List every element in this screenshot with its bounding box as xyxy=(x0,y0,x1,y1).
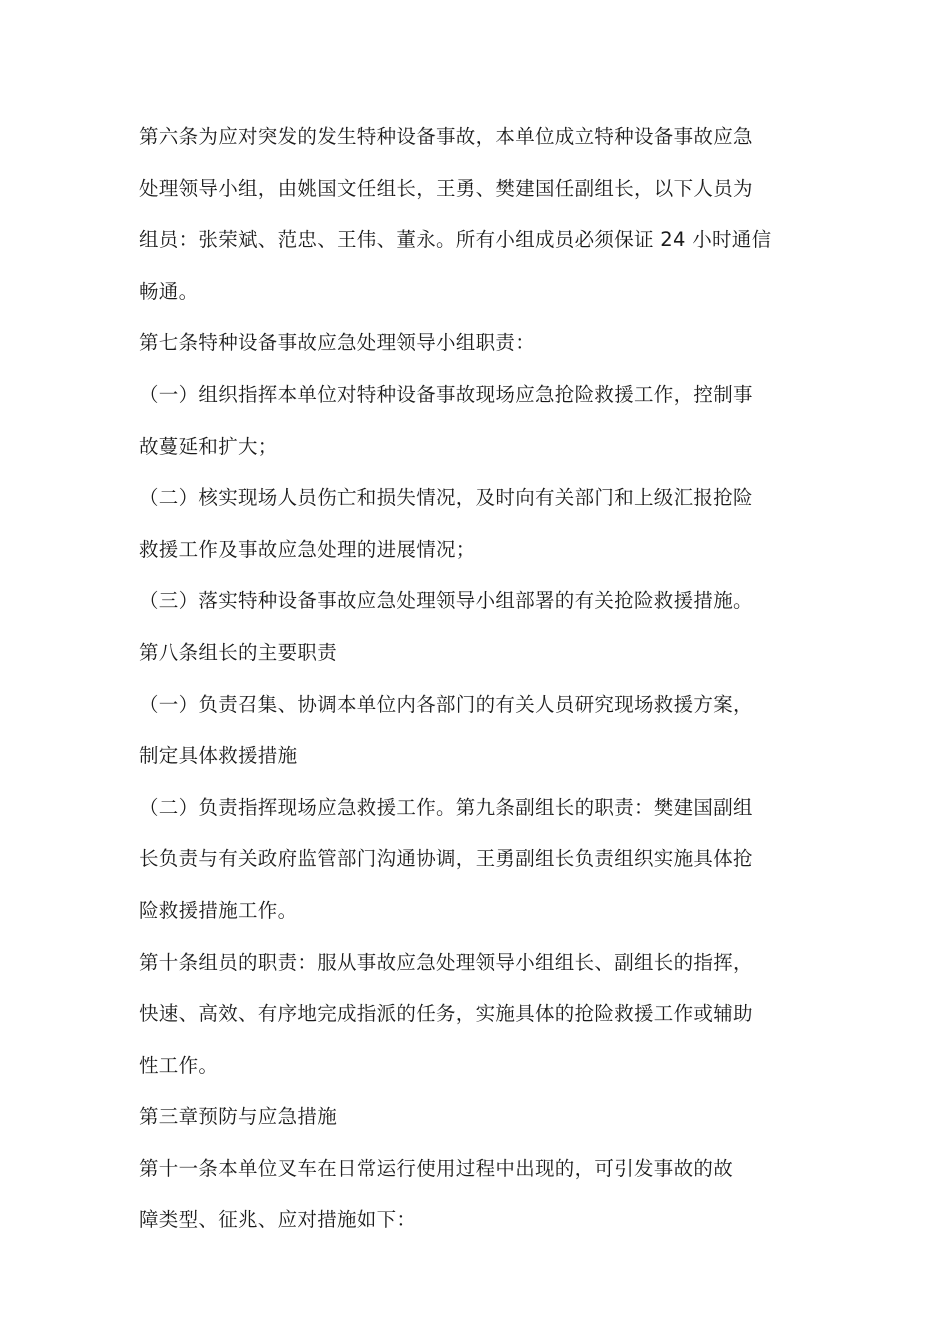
text-line: 障类型、征兆、应对措施如下： xyxy=(139,1208,417,1232)
text-line: 第七条特种设备事故应急处理领导小组职责： xyxy=(139,331,536,355)
text-line: （一）负责召集、协调本单位内各部门的有关人员研究现场救援方案， xyxy=(139,692,753,716)
text-line: （三）落实特种设备事故应急处理领导小组部署的有关抢险救援措施。 xyxy=(139,589,753,613)
document-body xyxy=(139,117,819,1252)
text-line: 快速、高效、有序地完成指派的任务，实施具体的抢险救援工作或辅助 xyxy=(139,1002,753,1026)
text-line: 救援工作及事故应急处理的进展情况； xyxy=(139,537,476,561)
text-line: 制定具体救援措施 xyxy=(139,744,298,768)
text-line: 组员：张荣斌、范忠、王伟、董永。所有小组成员必须保证 24 小时通信 xyxy=(139,228,772,252)
text-line: （二）核实现场人员伤亡和损失情况，及时向有关部门和上级汇报抢险 xyxy=(139,486,753,510)
text-line: 第六条为应对突发的发生特种设备事故，本单位成立特种设备事故应急 xyxy=(139,125,753,148)
text-line: （一）组织指挥本单位对特种设备事故现场应急抢险救援工作，控制事 xyxy=(139,382,753,406)
text-line: 第十条组员的职责：服从事故应急处理领导小组组长、副组长的指挥， xyxy=(139,950,753,974)
text-line: 畅通。 xyxy=(139,279,199,303)
text-line: 第八条组长的主要职责 xyxy=(139,640,338,664)
text-line: 处理领导小组，由姚国文任组长，王勇、樊建国任副组长，以下人员为 xyxy=(139,176,753,200)
text-line: 故蔓延和扩大； xyxy=(139,434,278,458)
text-line: 第十一条本单位叉车在日常运行使用过程中出现的，可引发事故的故 xyxy=(139,1156,734,1180)
text-line: 第三章预防与应急措施 xyxy=(139,1105,338,1129)
text-line: 险救援措施工作。 xyxy=(139,898,298,922)
text-line: 性工作。 xyxy=(139,1053,219,1077)
text-line: （二）负责指挥现场应急救援工作。第九条副组长的职责：樊建国副组 xyxy=(139,795,753,819)
text-line: 长负责与有关政府监管部门沟通协调，王勇副组长负责组织实施具体抢 xyxy=(139,847,753,871)
